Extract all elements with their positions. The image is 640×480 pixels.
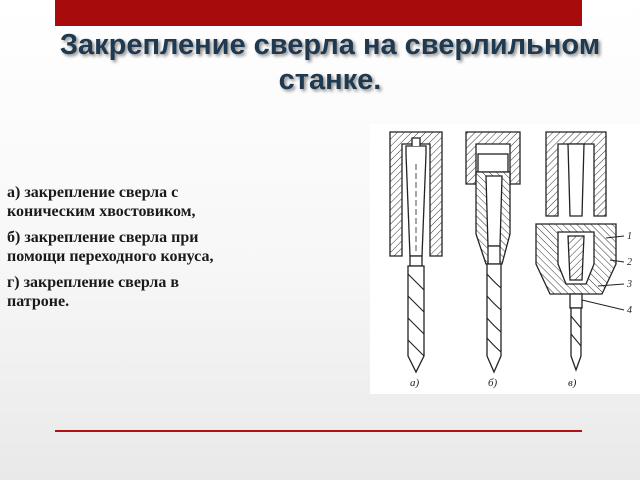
drawing-a-taper-shank — [390, 132, 442, 372]
part-number-1: 1 — [627, 231, 632, 242]
drawing-b-adapter-sleeve — [466, 132, 520, 372]
caption-item-v: г) закрепление сверла в патроне. — [7, 274, 180, 310]
part-number-2: 2 — [627, 257, 632, 268]
drill-mounting-figure — [370, 124, 640, 394]
drill-mounting-drawing — [370, 124, 640, 394]
drawing-c-drill-chuck — [536, 132, 624, 370]
figure-label-v: в) — [568, 377, 577, 389]
bottom-divider-line — [55, 430, 582, 432]
part-number-3: 3 — [627, 279, 632, 290]
figure-label-b: б) — [488, 377, 498, 389]
figure-label-a: а) — [410, 377, 420, 389]
part-number-4: 4 — [627, 305, 632, 316]
caption-item-b: б) закрепление сверла при помощи переходного конуса, — [7, 229, 214, 265]
slide-title: Закрепление сверла на сверлильном станке. — [59, 29, 601, 96]
top-accent-bar — [55, 0, 582, 26]
caption-list — [7, 183, 222, 318]
caption-item-a: а) закрепление сверла с коническим хвостовиком, — [7, 184, 196, 220]
